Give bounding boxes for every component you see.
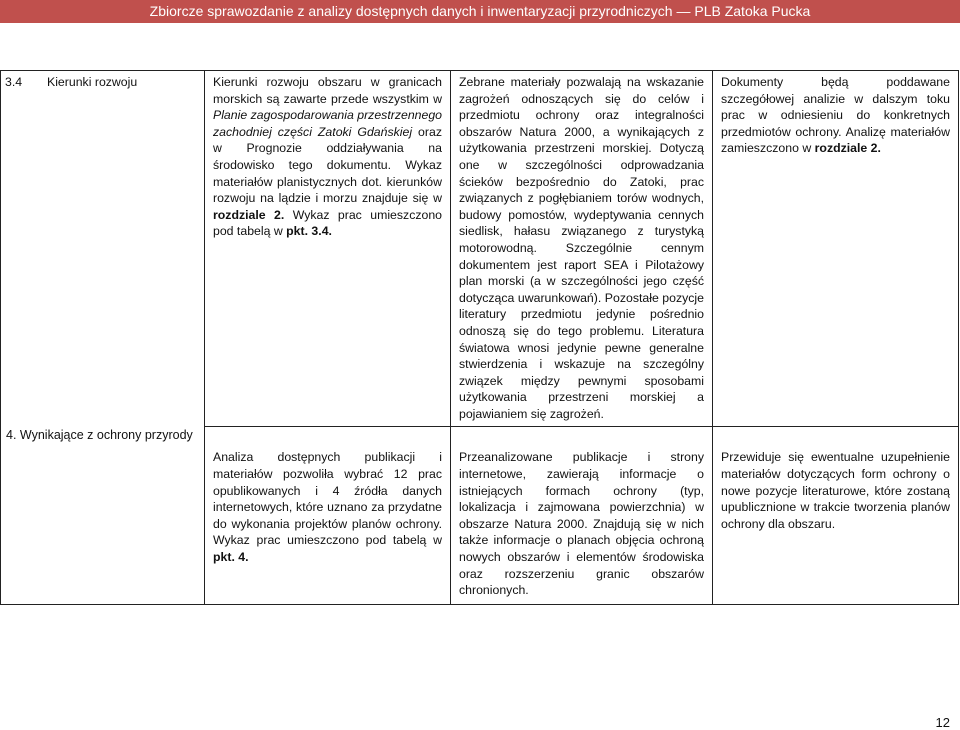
point-reference: pkt. 4. (213, 550, 249, 565)
text-run: oraz w Prognozie oddziaływania na środowisko tego dokumentu. Wykaz materiałów planistycznych dot. kierunków rozwoju na lądzie i morzu znajduje się w (213, 124, 442, 206)
protection-forms-cell: Przeanalizowane publikacje i strony internetowe, zawierają informacje o istniejących formach ochrony (typ, lokalizacja i zajmowana powierzchnia) w obszarze Natura 2000. Znajdują się w nich także informacje o planach objęcia ochroną nowych obszarów i elementów środowiska oraz rozszerzeniu granic obszarów chronionych. (451, 427, 713, 605)
plan-title-italic: Planie zagospodarowania przestrzennego zachodniej części Zatoki Gdańskiej (213, 108, 443, 139)
text-run: Dokumenty będą poddawane szczegółowej analizie w dalszym toku prac w odniesieniu do konkretnych przedmiotów ochrony. Analizę materiałów zamieszczono w (721, 75, 950, 156)
publications-analysis-cell (205, 427, 451, 605)
section-4-heading: 4. Wynikające z ochrony przyrody (6, 428, 193, 442)
literature-supplement-cell: Przewiduje się ewentualne uzupełnienie materiałów dotyczących form ochrony o nowe pozycje literaturowe, które zostaną upublicznione w trakcie tworzenia planów ochrony dla obszaru. (713, 427, 959, 605)
section-title: Kierunki rozwoju (47, 75, 138, 89)
chapter-reference: rozdziale 2. (213, 207, 285, 222)
document-header: Zbiorcze sprawozdanie z analizy dostępnych danych i inwentaryzacji przyrodniczych — PLB Zatoka Pucka (0, 0, 960, 23)
section-label-cell (1, 71, 205, 605)
point-reference: pkt. 3.4. (286, 224, 332, 239)
text-run: Analiza dostępnych publikacji i materiałów pozwoliła wybrać 12 prac opublikowanych i 4 źródła danych internetowych, które uznano za przydatne do wykonania projektów planów ochrony. Wykaz prac umieszczono pod tabelą w (213, 450, 442, 548)
text-run: Kierunki rozwoju obszaru w granicach morskich są zawarte przede wszystkim w (213, 75, 442, 106)
page-number: 12 (935, 715, 950, 730)
text-run: Wykaz prac umieszczono pod tabelą w (213, 207, 443, 239)
chapter-reference: rozdziale 2. (814, 141, 881, 156)
table-row (1, 71, 959, 427)
threats-summary-cell: Zebrane materiały pozwalają na wskazanie zagrożeń odnoszących się do celów i przedmiotu ochrony oraz integralności obszarów Natura 2000, a wynikających z użytkowania przestrzeni morskiej. Dotyczą one w szczególności odprowadzania ścieków bezpośrednio do Zatoki, prac związanych z pogłębianiem torów wodnych, budowy pomostów, wydeptywania cennych siedlisk, hałasu związanego z turystyką motorowodną. Szczególnie cennym dokumentem jest raport SEA i Pilotażowy plan morski (a w szczególności jego część dotycząca uwarunkowań). Pozostałe pozycje literatury przedmiotu jedynie pośrednio odnoszą się do tego problemu. Literatura światowa wnosi jedynie pewne generalne stwierdzenia i wskazuje na szczególny związek między pewnymi sposobami użytkowania przestrzeni morskiej a pojawianiem się zagrożeń. (451, 71, 713, 427)
section-number: 3.4 (5, 75, 23, 89)
further-analysis-cell (713, 71, 959, 427)
development-directions-cell (205, 71, 451, 427)
findings-table (0, 70, 959, 605)
